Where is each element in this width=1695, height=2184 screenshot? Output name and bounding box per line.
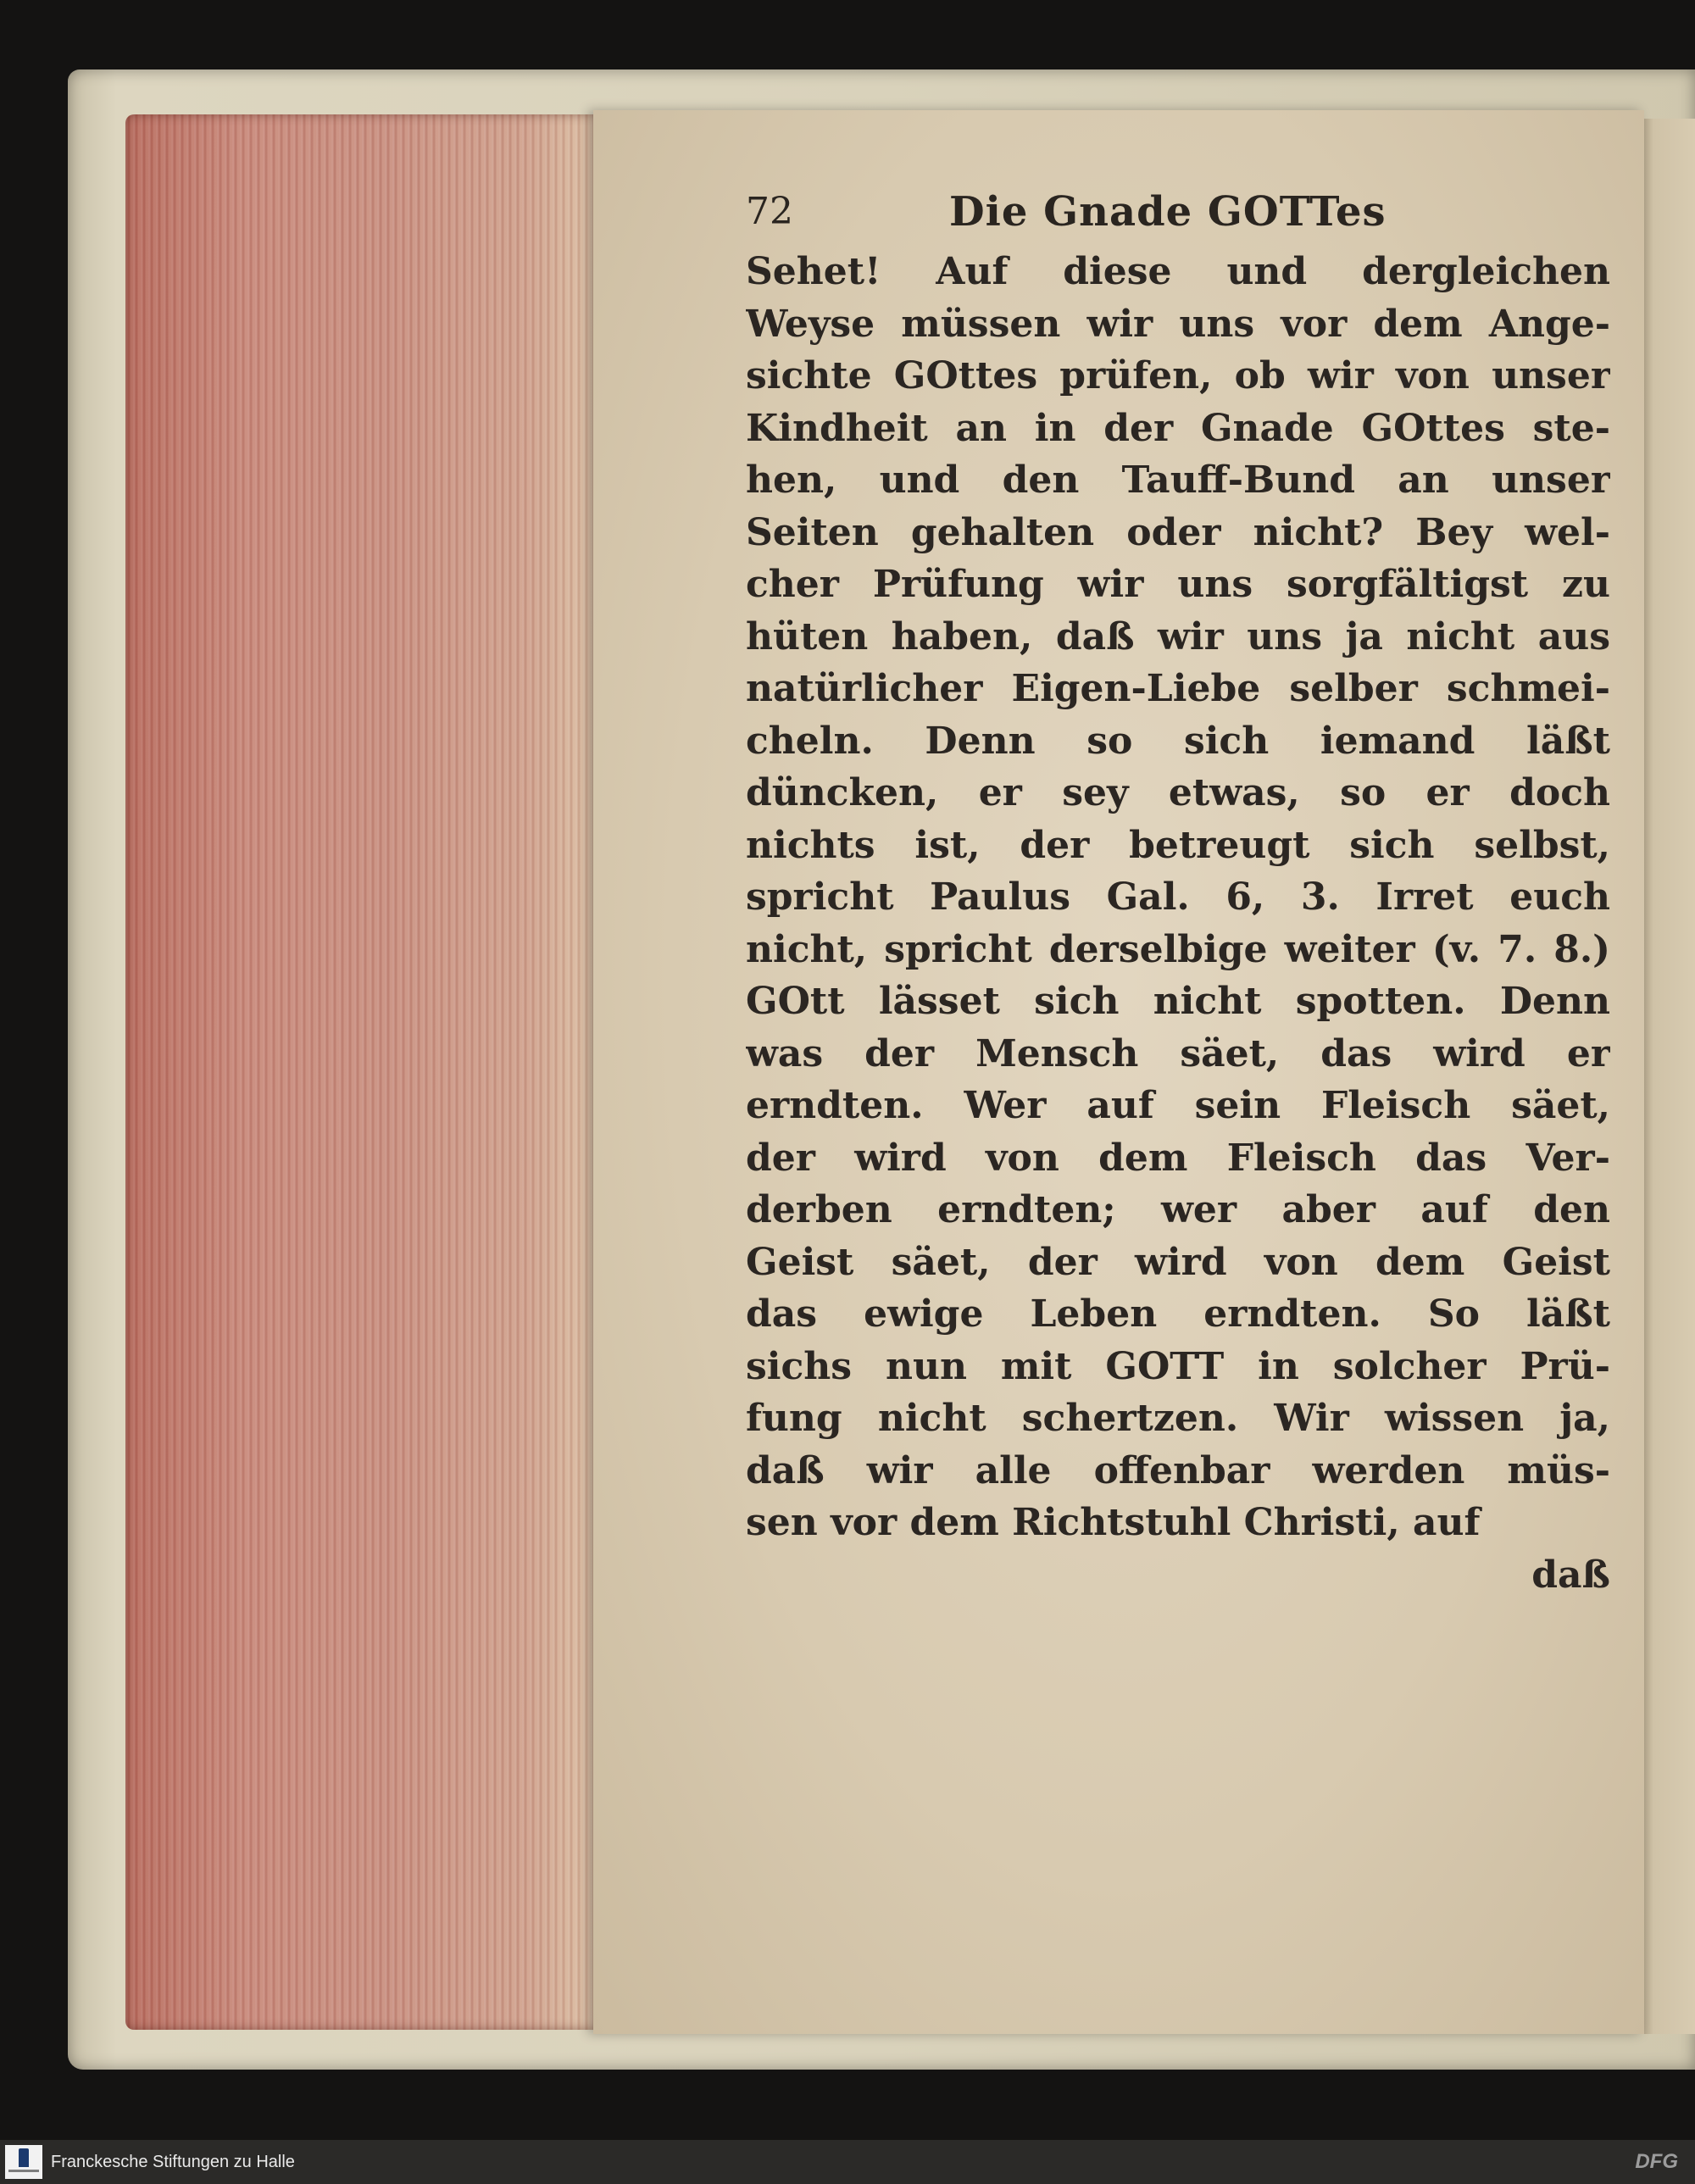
text-line: der wird von dem Fleisch das Ver-	[746, 1136, 1610, 1180]
text-line: derben erndten; wer aber auf den	[746, 1188, 1610, 1231]
page-edges	[125, 114, 600, 2030]
text-line: hen, und den Tauff-Bund an unser	[746, 458, 1610, 502]
text-line: Seiten gehalten oder nicht? Bey wel-	[746, 510, 1610, 554]
dfg-logo: DFG	[1635, 2150, 1678, 2173]
building-icon	[19, 2148, 29, 2167]
text-line: cher Prüfung wir uns sorgfältigst zu	[746, 563, 1610, 606]
text-line: daß wir alle offenbar werden müs-	[746, 1448, 1610, 1492]
text-line: Weyse müssen wir uns vor dem Ange-	[746, 302, 1610, 346]
facing-page-edge	[1636, 119, 1695, 2034]
text-line: nicht, spricht derselbige weiter (v. 7. 8.)	[746, 927, 1610, 971]
text-line: sichs nun mit GOTT in solcher Prü-	[746, 1344, 1610, 1388]
institution-logo	[5, 2145, 42, 2179]
provider-name: Franckesche Stiftungen zu Halle	[51, 2153, 295, 2171]
text-line: natürlicher Eigen-Liebe selber schmei-	[746, 667, 1610, 710]
text-line: Kindheit an in der Gnade GOttes ste-	[746, 406, 1610, 450]
body-text	[746, 246, 1610, 1601]
text-line: düncken, er sey etwas, so er doch	[746, 771, 1610, 814]
page-number: 72	[746, 190, 793, 233]
text-line: cheln. Denn so sich iemand läßt	[746, 719, 1610, 763]
running-title: Die Gnade GOTTes	[949, 188, 1387, 236]
text-line: spricht Paulus Gal. 6, 3. Irret euch	[746, 875, 1610, 919]
text-line: Geist säet, der wird von dem Geist	[746, 1240, 1610, 1284]
text-line: hüten haben, daß wir uns ja nicht aus	[746, 614, 1610, 659]
catchword: daß	[1531, 1553, 1610, 1597]
running-head	[746, 182, 1475, 242]
text-line: fung nicht schertzen. Wir wissen ja,	[746, 1397, 1610, 1440]
text-line: was der Mensch säet, das wird er	[746, 1031, 1610, 1075]
text-line: sen vor dem Richtstuhl Christi, auf	[746, 1501, 1481, 1544]
logo-caption-bar	[8, 2170, 39, 2172]
text-line: sichte GOttes prüfen, ob wir von unser	[746, 354, 1610, 397]
text-line: GOtt lässet sich nicht spotten. Denn	[746, 980, 1610, 1023]
text-line: Sehet! Auf diese und dergleichen	[746, 250, 1610, 293]
text-line: erndten. Wer auf sein Fleisch säet,	[746, 1084, 1610, 1127]
text-line: nichts ist, der betreugt sich selbst,	[746, 823, 1610, 867]
text-line: das ewige Leben erndten. So läßt	[746, 1292, 1610, 1336]
viewer-footer	[0, 2140, 1695, 2184]
